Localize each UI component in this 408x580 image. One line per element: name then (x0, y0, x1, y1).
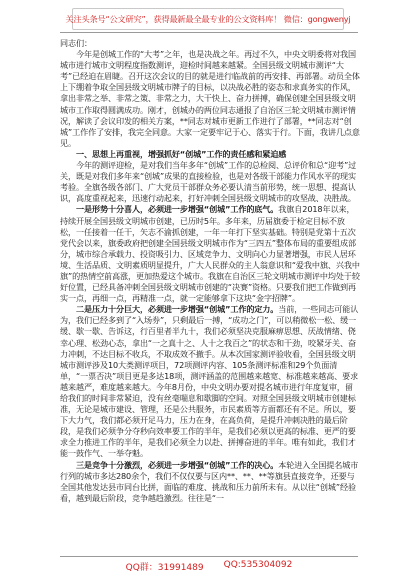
promo-banner (65, 8, 351, 30)
salutation: 同志们： (60, 38, 92, 48)
footer-qq: QQ:535304092 (223, 560, 293, 570)
footer-divider (60, 556, 358, 557)
section-heading-1: 一、思想上再重视，增强抓好“创城”工作的责任感和紧迫感 (76, 148, 287, 159)
paragraph-intro: 今年是创城工作的“大考”之年，也是决战之年。再过不久，中央文明委将对我国城市进行城市文明程度指数测评，迎检时间越来越紧。全国县级文明城市测评“大考”已经迫在眉睫。召开这次会议的目的就是进行临战前的再安排、再部署。动员全体上下绷着争取全国县级文明城市牌子的目标，以决战必胜的姿态和求真务实的作风，拿出非常之举、非常之策、非常之力，大干快上、奋力拼搏，确保创建全国县级文明城市工作取得圆满成功。刚才，创城办的两位同志通报了自治区三轮文明城市测评情况，解读了会议印发的相关方案，**同志对城市更新工作进行了部署，**同志对“创城”工作作了安排，我完全同意。大家一定要牢记于心、落实于行。下面，我讲几点意见。 (60, 49, 360, 148)
speech-body (60, 38, 360, 504)
point-heading-2: 二是压力十分巨大，必须进一步增强“创城”工作的定力。 (76, 304, 279, 315)
paragraph-point-3 (60, 460, 360, 504)
paragraph-point-2 (60, 304, 360, 459)
promo-banner-text: 关注头条号“公文研究”，获得最新最全最专业的公文资料库！ 微信：gongwenyj (65, 13, 351, 24)
point-text-2: 当前，一些同志可能认为，我们已经多到了“入场券”，只剩最后一搏，“成功之门”，可以稍微松一松、缓一缓、歇一歇、告诉这，行百里者半九十，我们必须坚决克服麻痹思想、厌战情绪、侥幸心理、松劲心态，拿出“一之真十之、人十之我百之”的状态和干劲，咬紧牙关、奋力冲刺，不达目标不收兵，不取成效不撤手。从本次国家测评验收看，全国县级文明城市测评涉及10大类测评项目，72项测评内容、105条测评标准和29个负面清单，“一票否决”项目更是多达18项，测评涵盖的范围越来越宽、标准越来越高、要求越来越严，难度越来越大。今年8月份，中央文明办要对提名城市进行年度复审，留给我们的时间非常紧迫，没有丝毫喘息和歇脚的空间。对照全国县级文明城市创建标准，无论是城市建设、管理，还是公共服务，市民素质等方面都还有不足。所以，要下大力气，我们都必须开足马力，压力在身，在高负荷，是提升冲刺决胜的最后阶段，是我们必须争分夺秒向效率要工作的半年，是我们必须以更高的标准、更严的要求全力推进工作的半年，是我们必须全力以赴、拼搏奋进的半年。唯有如此，我们才能一鼓作气、一举夺魁。 (60, 304, 359, 459)
footer-contact (60, 560, 358, 574)
paragraph-point-1 (60, 204, 360, 304)
point-text-3: 本轮进入全国提名城市行列的城市多达280余个，我们不仅仅要与区内**、**、**等旗县直接竞争，还要与全国其他发达县市同台比拼，面临的难度、挑战和压力前所未有。从以往“创城”经验看，越到最后阶段，竞争越趋激烈。往往是“一 (60, 459, 359, 503)
header-divider (60, 32, 358, 33)
point-heading-1: 一是形势十分喜人，必须进一步增强“创城”工作的底气。 (76, 204, 279, 215)
point-text-1: 我旗自2018年以来，持续开展全国县级文明城市创建，已历时5年。多年来，历届旗委于检定目标不放松，一任接着一任干，矢志不渝抓创建，一年一年打下坚实基础。特别是党第十五次党代会以来，旗委政府把创建全国县级文明城市作为“三四五”整体布局的重要组成部分，城市综合承载力、投资吸引力、区域竞争力、文明向心力显著增强，市民人居环境、生活品质、文明素质明显提升，广大人民群众的主人翁意识和“爱我中旗、兴我中旗”的热情空前高涨，更加热爱这个城市。我旗在自治区三轮文明城市测评中均处于较好位置，已经具备冲刺全国县级文明城市创建的“决赛”资格。只要我们把工作做到再实一点，再细一点，再精准一点，就一定能够拿下这块“金字招牌”。 (60, 204, 360, 304)
point-heading-3: 三是竞争十分激烈，必须进一步增强“创城”工作的决心。 (76, 459, 279, 470)
footer-qq-group: QQ群：31991489 (125, 563, 204, 573)
paragraph-section-1: 今年的测评迎检，是对我们当年多年“创城”工作的总检阅、总评价和总“迎考”过关，既是对我们多年来“创城”成果的直接检验，也是对各级干部能力作风水平的现实考验。全旗各级各部门、广大党员干部群众务必要认清当前形势，统一思想、提高认识，高度重视起来，迅速行动起来，打好冲刺全国县级文明城市的攻坚战、决胜战。 (60, 160, 357, 204)
